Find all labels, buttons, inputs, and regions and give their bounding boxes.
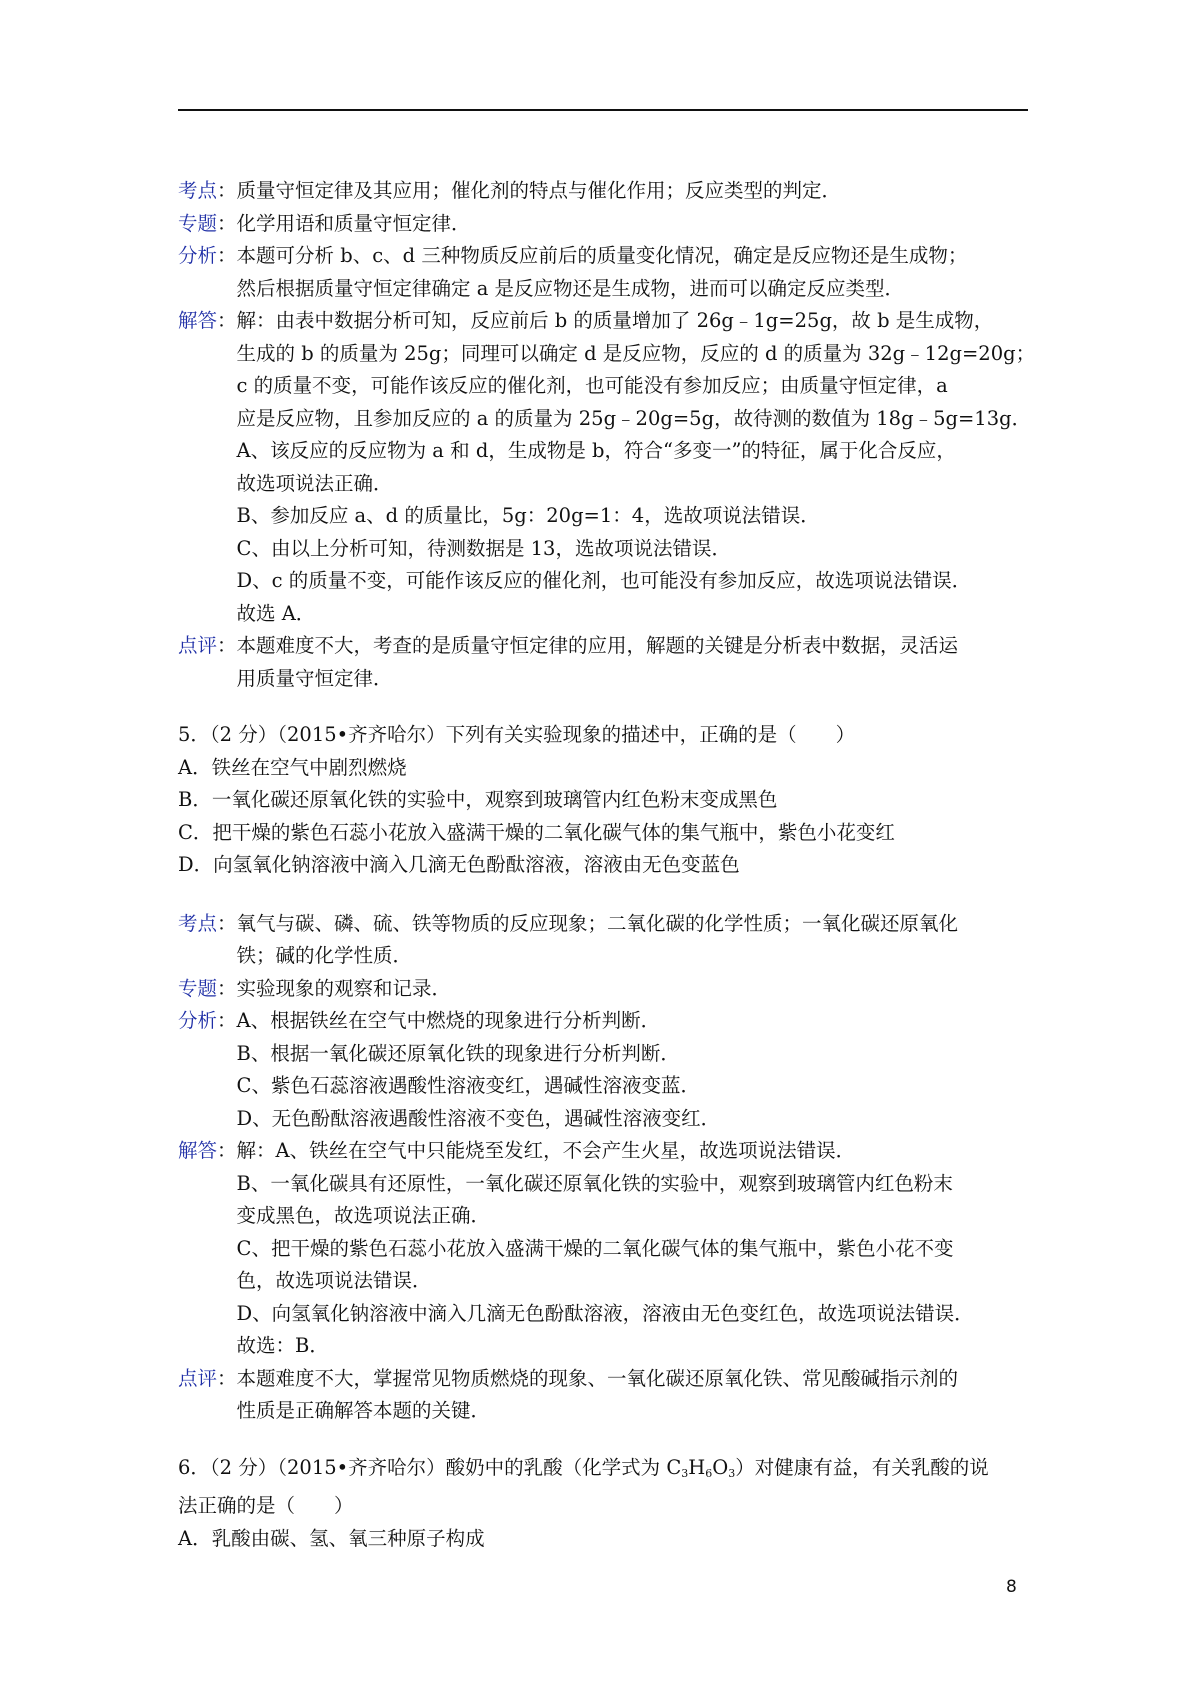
- fenxi-label: 分析: [178, 244, 218, 267]
- q4-kaodian: 考点 ： 质量守恒定律及其应用；催化剂的特点与催化作用；反应类型的判定．: [178, 175, 1048, 208]
- zhuanti-label: 专题: [178, 976, 218, 1000]
- q4-jieda-line: C、由以上分析可知，待测数据是 13，选故项说法错误．: [236, 536, 731, 560]
- q5-kaodian-line: 铁；碱的化学性质．: [236, 944, 413, 967]
- q6-stem-line2: 法正确的是（ ）: [178, 1494, 354, 1517]
- page-number: 8: [1006, 1577, 1017, 1597]
- q4-fenxi-line: 然后根据质量守恒定律确定 a 是反应物还是生成物，进而可以确定反应类型．: [236, 276, 905, 300]
- q4-dianping: 点评 ： 本题难度不大，考查的是质量守恒定律的应用，解题的关键是分析表中数据，灵活运 用质量守恒定律．: [178, 630, 1048, 695]
- q5-zhuanti: 专题 ： 实验现象的观察和记录．: [178, 973, 1048, 1006]
- kaodian-label: 考点: [178, 179, 218, 202]
- dianping-label: 点评: [178, 634, 218, 657]
- q5-jieda-line: D、向氢氧化钠溶液中滴入几滴无色酚酞溶液，溶液由无色变红色，故选项说法错误．: [236, 1301, 974, 1325]
- q5-jieda-line: 色，故选项说法错误．: [236, 1269, 432, 1292]
- q4-jieda-line: 故选 A．: [236, 601, 316, 625]
- q4-kaodian-text: 质量守恒定律及其应用；催化剂的特点与催化作用；反应类型的判定．: [236, 179, 842, 202]
- q4-jieda-line: 解：由表中数据分析可知，反应前后 b 的质量增加了 26g﹣1g=25g，故 b 是生成物，: [236, 309, 994, 332]
- q5-option-b: B．一氧化碳还原氧化铁的实验中，观察到玻璃管内红色粉末变成黑色: [178, 788, 778, 811]
- q5-jieda-line: 故选：B．: [236, 1334, 329, 1357]
- q5-option-a: A．铁丝在空气中剧烈燃烧: [178, 755, 407, 779]
- q4-analysis: [178, 175, 1048, 695]
- dianping-label: 点评: [178, 1366, 218, 1390]
- q4-jieda: 解答 ： 解：由表中数据分析可知，反应前后 b 的质量增加了 26g﹣1g=25g，故 b 是生成物， 生成的 b 的质量为 25g；同理可以确定 d 是反应物，反应的 d 的质量为 32g﹣12g=20g； c 的质量不变，可能作该反应的催化剂，也可能没有参加反应；由质量守恒定律，a 应是反应物，且参加反应的 a 的质量为 25g﹣20g=5g，故待测的数值为 18g﹣5g=13g． A、该反应的反应物为 a 和 d，生成物是 b，符合“多变一”的特征，属于化合反应， 故选项说法正确． B、参加反应 a、d 的质量比，5g：20g=1：4，选故项说法错误． C、由以上分析可知，待测数据是 13，选故项说法错误． D、c 的质量不变，可能作该反应的催化剂，也可能没有参加反应，故选项说法错误． 故选 A．: [178, 305, 1048, 630]
- q4-dianping-line: 本题难度不大，考查的是质量守恒定律的应用，解题的关键是分析表中数据，灵活运: [236, 634, 959, 657]
- q4-zhuanti-text: 化学用语和质量守恒定律．: [236, 211, 471, 235]
- q4-jieda-line: 生成的 b 的质量为 25g；同理可以确定 d 是反应物，反应的 d 的质量为 32g﹣12g=20g；: [236, 341, 1036, 365]
- q5-jieda-line: 解：A、铁丝在空气中只能烧至发红，不会产生火星，故选项说法错误．: [236, 1139, 856, 1162]
- header-rule: [178, 109, 1028, 111]
- q5-fenxi-line: C、紫色石蕊溶液遇酸性溶液变红，遇碱性溶液变蓝．: [236, 1074, 700, 1097]
- q5-stem: 5．（2 分）（2015•齐齐哈尔）下列有关实验现象的描述中，正确的是（ ）: [178, 723, 856, 746]
- q5-kaodian-line: 氧气与碳、磷、硫、铁等物质的反应现象；二氧化碳的化学性质；一氧化碳还原氧化: [236, 911, 959, 935]
- q5-dianping-line: 性质是正确解答本题的关键．: [236, 1399, 491, 1422]
- jieda-label: 解答: [178, 309, 218, 332]
- q5-jieda-line: C、把干燥的紫色石蕊小花放入盛满干燥的二氧化碳气体的集气瓶中，紫色小花不变: [236, 1236, 954, 1260]
- page-body: [178, 175, 1048, 1555]
- q4-fenxi-line: 本题可分析 b、c、d 三种物质反应前后的质量变化情况，确定是反应物还是生成物；: [236, 244, 968, 267]
- q5-option-c: C．把干燥的紫色石蕊小花放入盛满干燥的二氧化碳气体的集气瓶中，紫色小花变红: [178, 820, 895, 844]
- q5-fenxi-line: B、根据一氧化碳还原氧化铁的现象进行分析判断．: [236, 1041, 680, 1065]
- q4-fenxi: 分析 ： 本题可分析 b、c、d 三种物质反应前后的质量变化情况，确定是反应物还是生成物； 然后根据质量守恒定律确定 a 是反应物还是生成物，进而可以确定反应类型．: [178, 240, 1048, 305]
- q5-fenxi-line: D、无色酚酞溶液遇酸性溶液不变色，遇碱性溶液变红．: [236, 1106, 721, 1130]
- q5-fenxi: 分析 ： A、根据铁丝在空气中燃烧的现象进行分析判断． B、根据一氧化碳还原氧化铁的现象进行分析判断． C、紫色石蕊溶液遇酸性溶液变红，遇碱性溶液变蓝． D、无色酚酞溶液遇酸性溶液不变色，遇碱性溶液变红．: [178, 1005, 1048, 1135]
- q4-jieda-line: A、该反应的反应物为 a 和 d，生成物是 b，符合“多变一”的特征，属于化合反应，: [236, 439, 956, 462]
- q4-jieda-line: 应是反应物，且参加反应的 a 的质量为 25g﹣20g=5g，故待测的数值为 18g﹣5g=13g．: [236, 406, 1032, 430]
- q4-zhuanti: 专题 ： 化学用语和质量守恒定律．: [178, 208, 1048, 241]
- q6-stem: 6．（2 分）（2015•齐齐哈尔）酸奶中的乳酸（化学式为 $C_3H_6O_3$）对健康有益，有关乳酸的说: [178, 1455, 989, 1480]
- fenxi-label: 分析: [178, 1009, 218, 1032]
- q5-dianping-line: 本题难度不大，掌握常见物质燃烧的现象、一氧化碳还原氧化铁、常见酸碱指示剂的: [236, 1366, 959, 1390]
- q5-fenxi-line: A、根据铁丝在空气中燃烧的现象进行分析判断．: [236, 1009, 661, 1032]
- q5-zhuanti-text: 实验现象的观察和记录．: [236, 976, 452, 1000]
- kaodian-label: 考点: [178, 911, 218, 935]
- q5-analysis: [178, 908, 1048, 1428]
- q6-option-a: A．乳酸由碳、氢、氧三种原子构成: [178, 1526, 485, 1550]
- q5-option-d: D．向氢氧化钠溶液中滴入几滴无色酚酞溶液，溶液由无色变蓝色: [178, 853, 740, 876]
- q5-jieda-line: B、一氧化碳具有还原性，一氧化碳还原氧化铁的实验中，观察到玻璃管内红色粉末: [236, 1171, 953, 1195]
- q4-jieda-line: 故选项说法正确．: [236, 471, 393, 495]
- q5-jieda: 解答 ： 解：A、铁丝在空气中只能烧至发红，不会产生火星，故选项说法错误． B、一氧化碳具有还原性，一氧化碳还原氧化铁的实验中，观察到玻璃管内红色粉末 变成黑色，故选项说法正确． C、把干燥的紫色石蕊小花放入盛满干燥的二氧化碳气体的集气瓶中，紫色小花不变 色，故选项说法错误． D、向氢氧化钠溶液中滴入几滴无色酚酞溶液，溶液由无色变红色，故选项说法错误． 故选：B．: [178, 1135, 1048, 1363]
- q4-jieda-line: B、参加反应 a、d 的质量比，5g：20g=1：4，选故项说法错误．: [236, 504, 820, 527]
- q4-jieda-line: c 的质量不变，可能作该反应的催化剂，也可能没有参加反应；由质量守恒定律，a: [236, 374, 948, 397]
- q4-dianping-line: 用质量守恒定律．: [236, 666, 393, 690]
- q5-kaodian: 考点 ： 氧气与碳、磷、硫、铁等物质的反应现象；二氧化碳的化学性质；一氧化碳还原氧化 铁；碱的化学性质．: [178, 908, 1048, 973]
- question-5: [178, 719, 1048, 882]
- q5-dianping: 点评 ： 本题难度不大，掌握常见物质燃烧的现象、一氧化碳还原氧化铁、常见酸碱指示剂的 性质是正确解答本题的关键．: [178, 1363, 1048, 1428]
- zhuanti-label: 专题: [178, 211, 218, 235]
- question-6: [178, 1452, 1048, 1556]
- jieda-label: 解答: [178, 1139, 218, 1162]
- q5-jieda-line: 变成黑色，故选项说法正确．: [236, 1204, 491, 1227]
- q4-jieda-line: D、c 的质量不变，可能作该反应的催化剂，也可能没有参加反应，故选项说法错误．: [236, 569, 972, 592]
